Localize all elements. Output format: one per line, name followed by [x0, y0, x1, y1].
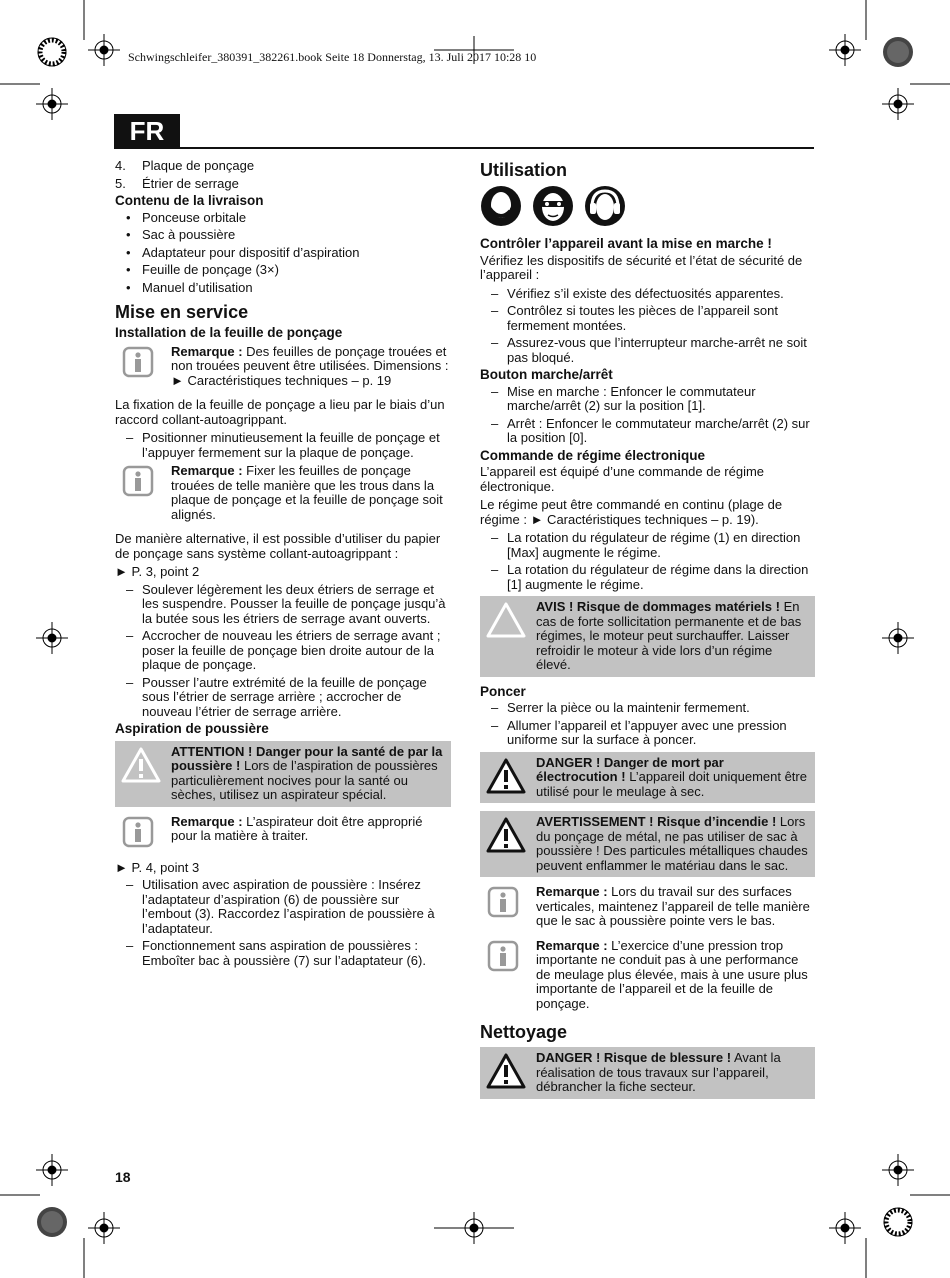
step-list [115, 583, 451, 720]
list-item: – Accrocher de nouveau les étriers de serrage avant ; poser la feuille de ponçage bien droite autour de la plaque de ponçage. [115, 629, 451, 673]
step-list [480, 701, 815, 748]
poncer-heading: Poncer [480, 683, 526, 699]
warning-box [115, 741, 451, 807]
step-list [480, 385, 815, 446]
list-item: – Soulever légèrement les deux étriers de serrage et les suspendre. Pousser la feuille de ponçage jusqu’à la butée sous les étriers de serrage avant ouverts. [115, 583, 451, 627]
warning-label: ATTENTION ! Danger pour la santé de par la poussière ! [171, 743, 443, 773]
warning-label: AVERTISSEMENT ! Risque d’incendie ! [536, 814, 777, 829]
list-item: • Adaptateur pour dispositif d’aspiration [115, 246, 451, 261]
info-icon [122, 465, 154, 497]
speed-heading: Commande de régime électronique [480, 447, 706, 463]
list-item: • Feuille de ponçage (3×) [115, 263, 451, 278]
danger-text: L’appareil doit uniquement être utilisé pour le meulage à sec. [536, 769, 807, 799]
warning-text: Lors de l’aspiration de poussières particulièrement nocives pour la santé ou sèches, utilisez un aspirateur spécial. [171, 758, 438, 802]
install-heading: Installation de la feuille de ponçage [115, 325, 343, 340]
note-label: Remarque : [171, 813, 243, 829]
list-item: – Fonctionnement sans aspiration de poussières : Emboîter bac à poussière (7) sur l’adaptateur (6). [115, 939, 451, 968]
step-list [115, 878, 451, 968]
list-item: – Serrer la pièce ou la maintenir fermement. [480, 701, 815, 716]
note-label: Remarque : [171, 463, 243, 478]
delivery-list [115, 211, 451, 296]
step-list [115, 431, 451, 460]
list-item [115, 177, 451, 192]
note-text: Lors du travail sur des surfaces verticales, maintenez l’appareil de telle manière que le sac à poussière pointe vers le bas. [536, 884, 810, 928]
warning-label: AVIS ! Risque de dommages matériels ! [536, 599, 780, 614]
paragraph: Le régime peut être commandé en continu (plage de régime : ► Caractéristiques techniques – p. 19). [480, 497, 783, 527]
page-number: 18 [115, 1169, 131, 1185]
danger-triangle-icon [486, 817, 526, 853]
header-rule [180, 147, 814, 149]
list-item: • Manuel d’utilisation [115, 281, 451, 296]
danger-label: DANGER ! Risque de blessure ! [536, 1050, 732, 1065]
language-tab: FR [114, 114, 180, 149]
list-item: – Mise en marche : Enfoncer le commutateur marche/arrêt (2) sur la position [1]. [480, 385, 815, 414]
step-list [480, 531, 815, 592]
list-item [115, 159, 451, 174]
list-item: • Sac à poussière [115, 228, 451, 243]
warning-triangle-icon [486, 602, 526, 638]
warning-text: Lors du ponçage de métal, ne pas utiliser de sac à poussière ! Des particules métalliques chaudes peuvent enflammer le matériau dans le sac. [536, 814, 808, 873]
ear-protection-icon [584, 185, 626, 227]
note-label: Remarque : [536, 937, 608, 953]
warning-text: En cas de forte sollicitation permanente et de bas régimes, le moteur peut surchauffer. Laisser refroidir le moteur à vide lors d’un régime élevé. [536, 599, 802, 672]
note-block [480, 885, 815, 929]
print-header-line: Schwingschleifer_380391_382261.book Seite 18 Donnerstag, 13. Juli 2017 10:28 10 [128, 50, 537, 64]
note-label: Remarque : [171, 343, 243, 359]
check-heading: Contrôler l’appareil avant la mise en marche ! [480, 236, 772, 251]
list-item: – La rotation du régulateur de régime (1) en direction [Max] augmente le régime. [480, 531, 815, 560]
info-icon [487, 940, 519, 972]
step-list [480, 287, 815, 366]
paragraph: Vérifiez les dispositifs de sécurité et l’état de sécurité de l’appareil : [480, 252, 803, 282]
info-icon [122, 346, 154, 378]
note-block [480, 939, 815, 1012]
paragraph: De manière alternative, il est possible d’utiliser du papier de ponçage sans système collant-autoagrippant : [115, 531, 441, 561]
section-heading-nettoyage: Nettoyage [480, 1022, 568, 1042]
list-item: – Vérifiez s’il existe des défectuosités apparentes. [480, 287, 815, 302]
info-icon [122, 816, 154, 848]
note-text: Fixer les feuilles de ponçage trouées de telle manière que les trous dans la plaque de ponçage et la feuille de ponçage soit alignés. [171, 463, 443, 522]
note-block [115, 345, 451, 389]
list-item: – Assurez-vous que l’interrupteur marche-arrêt ne soit pas bloqué. [480, 336, 815, 365]
danger-box [480, 752, 815, 804]
warning-box [480, 596, 815, 677]
parts-list [115, 159, 451, 191]
page-reference: ► P. 4, point 3 [115, 859, 200, 875]
aspiration-heading: Aspiration de poussière [115, 721, 269, 736]
list-item: – La rotation du régulateur de régime dans la direction [1] augmente le régime. [480, 563, 815, 592]
section-heading-utilisation: Utilisation [480, 160, 568, 180]
note-text: Des feuilles de ponçage trouées et non trouées peuvent être utilisées. Dimensions : ► Caractéristiques techniques – p. 19 [171, 343, 449, 388]
danger-triangle-icon [486, 758, 526, 794]
list-item: – Contrôlez si toutes les pièces de l’appareil sont fermement montées. [480, 304, 815, 333]
list-item: • Ponceuse orbitale [115, 211, 451, 226]
danger-text: Avant la réalisation de tous travaux sur l’appareil, débrancher la fiche secteur. [536, 1050, 781, 1094]
danger-label: DANGER ! Danger de mort par électrocution ! [536, 754, 724, 784]
note-text: L’exercice d’une pression trop importante ne conduit pas à une performance de meulage plus élevée, mais à une usure plus importante de l’appareil et de la feuille de ponçage. [536, 937, 808, 1011]
paragraph: L’appareil est équipé d’une commande de régime électronique. [480, 464, 765, 494]
note-text: L’aspirateur doit être approprié pour la matière à traiter. [171, 813, 423, 843]
list-item: – Pousser l’autre extrémité de la feuille de ponçage sous l’étrier de serrage arrière ; accrocher de nouveau l’étrier de serrage arrière. [115, 676, 451, 720]
list-item: – Utilisation avec aspiration de poussière : Insérez l’adaptateur d’aspiration (6) de poussière sur l’embout (3). Raccordez l’aspiration de poussière à l’adaptateur. [115, 878, 451, 936]
item-text: Plaque de ponçage [142, 158, 255, 173]
ppe-icons [480, 185, 815, 227]
dust-mask-icon [480, 185, 522, 227]
note-label: Remarque : [536, 884, 608, 899]
item-text: Étrier de serrage [142, 175, 239, 191]
info-icon [487, 886, 519, 918]
switch-heading: Bouton marche/arrêt [480, 367, 613, 382]
safety-glasses-icon [532, 185, 574, 227]
danger-triangle-icon [486, 1053, 526, 1089]
right-column [480, 159, 815, 1107]
danger-box [480, 1047, 815, 1099]
page-reference: ► P. 3, point 2 [115, 564, 200, 579]
note-block [115, 464, 451, 522]
delivery-heading: Contenu de la livraison [115, 193, 264, 208]
item-number: 4. [115, 158, 126, 173]
section-heading-mise-en-service: Mise en service [115, 302, 249, 322]
paragraph: La fixation de la feuille de ponçage a lieu par le biais d’un raccord collant-autoagrippant. [115, 397, 445, 427]
list-item: – Arrêt : Enfoncer le commutateur marche/arrêt (2) sur la position [0]. [480, 417, 815, 446]
list-item: – Positionner minutieusement la feuille de ponçage et l’appuyer fermement sur la plaque de ponçage. [115, 431, 451, 460]
left-column [115, 159, 451, 971]
warning-triangle-icon [121, 747, 161, 783]
warning-box [480, 811, 815, 877]
list-item: – Allumer l’appareil et l’appuyer avec une pression uniforme sur la surface à poncer. [480, 719, 815, 748]
note-block [115, 815, 451, 851]
item-number: 5. [115, 175, 126, 191]
